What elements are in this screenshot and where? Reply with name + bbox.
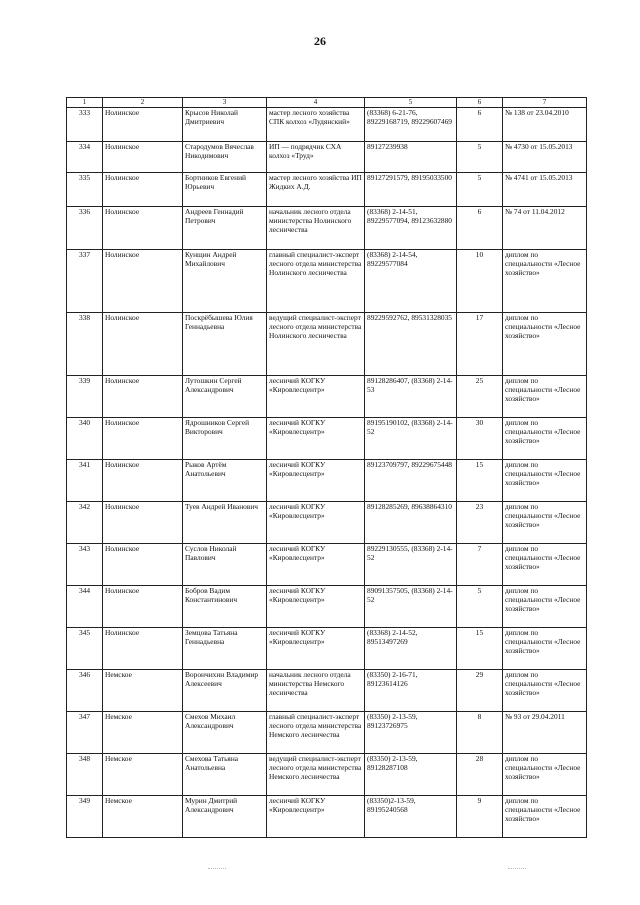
person-name: Рыков Артём Анатольевич	[183, 460, 267, 502]
column-header: 5	[365, 98, 457, 108]
person-name: Ворончихин Владимир Алексеевич	[183, 670, 267, 712]
person-name: Лутошкин Сергей Александрович	[183, 376, 267, 418]
forestry-name: Немское	[103, 670, 183, 712]
phone: (83350) 2-16-71, 89123614126	[365, 670, 457, 712]
position: лесничий КОГКУ «Кировлесцентр»	[267, 796, 365, 838]
column-header: 4	[267, 98, 365, 108]
table-row	[67, 376, 587, 418]
certificate: диплом по специальности «Лесное хозяйство»	[503, 796, 587, 838]
position: главный специалист-эксперт лесного отдела министерства Нолинского лесничества	[267, 250, 365, 313]
phone: 89127291579, 89195033500	[365, 173, 457, 207]
table-row	[67, 628, 587, 670]
row-number: 339	[67, 376, 103, 418]
table-row	[67, 142, 587, 173]
scan-mark	[208, 868, 226, 869]
experience-years: 8	[457, 712, 503, 754]
table-row	[67, 754, 587, 796]
experience-years: 15	[457, 628, 503, 670]
row-number: 345	[67, 628, 103, 670]
position: лесничий КОГКУ «Кировлесцентр»	[267, 376, 365, 418]
forestry-name: Нолинское	[103, 142, 183, 173]
forestry-name: Нолинское	[103, 544, 183, 586]
table-row	[67, 670, 587, 712]
table-row	[67, 502, 587, 544]
certificate: диплом по специальности «Лесное хозяйство»	[503, 628, 587, 670]
row-number: 335	[67, 173, 103, 207]
phone: (83350) 2-13-59, 89123726975	[365, 712, 457, 754]
person-name: Суслов Николай Павлович	[183, 544, 267, 586]
forestry-name: Нолинское	[103, 207, 183, 250]
person-name: Мурин Дмитрий Александрович	[183, 796, 267, 838]
certificate: диплом по специальности «Лесное хозяйство»	[503, 460, 587, 502]
table-row	[67, 586, 587, 628]
column-header: 7	[503, 98, 587, 108]
forestry-name: Нолинское	[103, 250, 183, 313]
table-body	[67, 108, 587, 838]
column-header: 1	[67, 98, 103, 108]
position: главный специалист-эксперт лесного отдела министерства Немского лесничества	[267, 712, 365, 754]
forestry-name: Нолинское	[103, 418, 183, 460]
experience-years: 28	[457, 754, 503, 796]
certificate: диплом по специальности «Лесное хозяйство»	[503, 670, 587, 712]
position: мастер лесного хозяйства ИП Жидких А.Д.	[267, 173, 365, 207]
phone: (83368) 6-21-76, 89229168719, 89229607469	[365, 108, 457, 142]
certificate: диплом по специальности «Лесное хозяйство»	[503, 376, 587, 418]
experience-years: 29	[457, 670, 503, 712]
experience-years: 6	[457, 207, 503, 250]
person-name: Смехова Татьяна Анатольевна	[183, 754, 267, 796]
certificate: № 4741 от 15.05.2013	[503, 173, 587, 207]
header-row	[67, 98, 587, 108]
table-row	[67, 207, 587, 250]
phone: (83350) 2-13-59, 89128287108	[365, 754, 457, 796]
row-number: 342	[67, 502, 103, 544]
phone: 89229592762, 89531328035	[365, 313, 457, 376]
forestry-name: Нолинское	[103, 173, 183, 207]
table-row	[67, 544, 587, 586]
position: лесничий КОГКУ «Кировлесцентр»	[267, 586, 365, 628]
experience-years: 25	[457, 376, 503, 418]
page-number: 26	[314, 34, 326, 48]
certificate: № 4730 от 15.05.2013	[503, 142, 587, 173]
row-number: 337	[67, 250, 103, 313]
person-name: Крысов Николай Дмитриевич	[183, 108, 267, 142]
phone: (83350)2-13-59, 89195240568	[365, 796, 457, 838]
position: ведущий специалист-эксперт лесного отдела министерства Немского лесничества	[267, 754, 365, 796]
certificate: № 138 от 23.04.2010	[503, 108, 587, 142]
scan-mark	[508, 868, 526, 869]
experience-years: 6	[457, 108, 503, 142]
table-row	[67, 460, 587, 502]
phone: (83368) 2-14-52, 89513497269	[365, 628, 457, 670]
column-header: 2	[103, 98, 183, 108]
person-name: Смехов Михаил Александрович	[183, 712, 267, 754]
forestry-name: Нолинское	[103, 460, 183, 502]
column-header: 3	[183, 98, 267, 108]
forestry-name: Нолинское	[103, 376, 183, 418]
experience-years: 15	[457, 460, 503, 502]
phone: 89123709797, 89229675448	[365, 460, 457, 502]
experience-years: 10	[457, 250, 503, 313]
phone: 89127239938	[365, 142, 457, 173]
certificate: диплом по специальности «Лесное хозяйство»	[503, 586, 587, 628]
position: мастер лесного хозяйства СПК колхоз «Лудянский»	[267, 108, 365, 142]
experience-years: 5	[457, 173, 503, 207]
position: лесничий КОГКУ «Кировлесцентр»	[267, 418, 365, 460]
position: лесничий КОГКУ «Кировлесцентр»	[267, 460, 365, 502]
phone: 89128286407, (83368) 2-14-53	[365, 376, 457, 418]
certificate: диплом по специальности «Лесное хозяйство»	[503, 313, 587, 376]
forestry-name: Нолинское	[103, 502, 183, 544]
phone: (83368) 2-14-51, 89229577094, 89123632880	[365, 207, 457, 250]
person-name: Бортников Евгений Юрьевич	[183, 173, 267, 207]
experience-years: 23	[457, 502, 503, 544]
experience-years: 30	[457, 418, 503, 460]
position: начальник лесного отдела министерства Нолинского лесничества	[267, 207, 365, 250]
phone: 89091357505, (83368) 2-14-52	[365, 586, 457, 628]
position: лесничий КОГКУ «Кировлесцентр»	[267, 544, 365, 586]
row-number: 349	[67, 796, 103, 838]
person-name: Кунщин Андрей Михайлович	[183, 250, 267, 313]
phone: 89229130555, (83368) 2-14-52	[365, 544, 457, 586]
phone: 89195190102, (83368) 2-14-52	[365, 418, 457, 460]
forestry-name: Немское	[103, 754, 183, 796]
table-row	[67, 712, 587, 754]
table-row	[67, 250, 587, 313]
phone: (83368) 2-14-54, 89229577084	[365, 250, 457, 313]
position: ведущий специалист-эксперт лесного отдела министерства Нолинского лесничества	[267, 313, 365, 376]
specialists-table	[66, 97, 587, 838]
row-number: 336	[67, 207, 103, 250]
forestry-name: Немское	[103, 796, 183, 838]
row-number: 347	[67, 712, 103, 754]
forestry-name: Нолинское	[103, 628, 183, 670]
certificate: № 93 от 29.04.2011	[503, 712, 587, 754]
person-name: Туев Андрей Иванович	[183, 502, 267, 544]
experience-years: 17	[457, 313, 503, 376]
certificate: диплом по специальности «Лесное хозяйство»	[503, 754, 587, 796]
forestry-name: Нолинское	[103, 313, 183, 376]
position: лесничий КОГКУ «Кировлесцентр»	[267, 502, 365, 544]
scan-marks	[0, 868, 640, 876]
row-number: 340	[67, 418, 103, 460]
row-number: 341	[67, 460, 103, 502]
position: ИП — подрядчик СХА колхоз «Труд»	[267, 142, 365, 173]
person-name: Поскрёбышева Юлия Геннадьевна	[183, 313, 267, 376]
person-name: Ядрошников Сергей Викторович	[183, 418, 267, 460]
certificate: диплом по специальности «Лесное хозяйство»	[503, 502, 587, 544]
experience-years: 5	[457, 142, 503, 173]
table-row	[67, 173, 587, 207]
forestry-name: Немское	[103, 712, 183, 754]
table-row	[67, 313, 587, 376]
position: начальник лесного отдела министерства Немского лесничества	[267, 670, 365, 712]
row-number: 348	[67, 754, 103, 796]
experience-years: 7	[457, 544, 503, 586]
person-name: Земцова Татьяна Геннадьевна	[183, 628, 267, 670]
row-number: 333	[67, 108, 103, 142]
row-number: 344	[67, 586, 103, 628]
row-number: 338	[67, 313, 103, 376]
experience-years: 5	[457, 586, 503, 628]
person-name: Андреев Геннадий Петрович	[183, 207, 267, 250]
person-name: Стародумов Вячеслав Никодимович	[183, 142, 267, 173]
column-header: 6	[457, 98, 503, 108]
certificate: диплом по специальности «Лесное хозяйство»	[503, 250, 587, 313]
row-number: 343	[67, 544, 103, 586]
table-row	[67, 108, 587, 142]
table-row	[67, 796, 587, 838]
certificate: № 74 от 11.04.2012	[503, 207, 587, 250]
experience-years: 9	[457, 796, 503, 838]
position: лесничий КОГКУ «Кировлесцентр»	[267, 628, 365, 670]
table-row	[67, 418, 587, 460]
forestry-name: Нолинское	[103, 586, 183, 628]
row-number: 346	[67, 670, 103, 712]
certificate: диплом по специальности «Лесное хозяйство»	[503, 418, 587, 460]
phone: 89128285269, 89638864310	[365, 502, 457, 544]
forestry-name: Нолинское	[103, 108, 183, 142]
row-number: 334	[67, 142, 103, 173]
person-name: Бобров Вадим Константинович	[183, 586, 267, 628]
certificate: диплом по специальности «Лесное хозяйство»	[503, 544, 587, 586]
